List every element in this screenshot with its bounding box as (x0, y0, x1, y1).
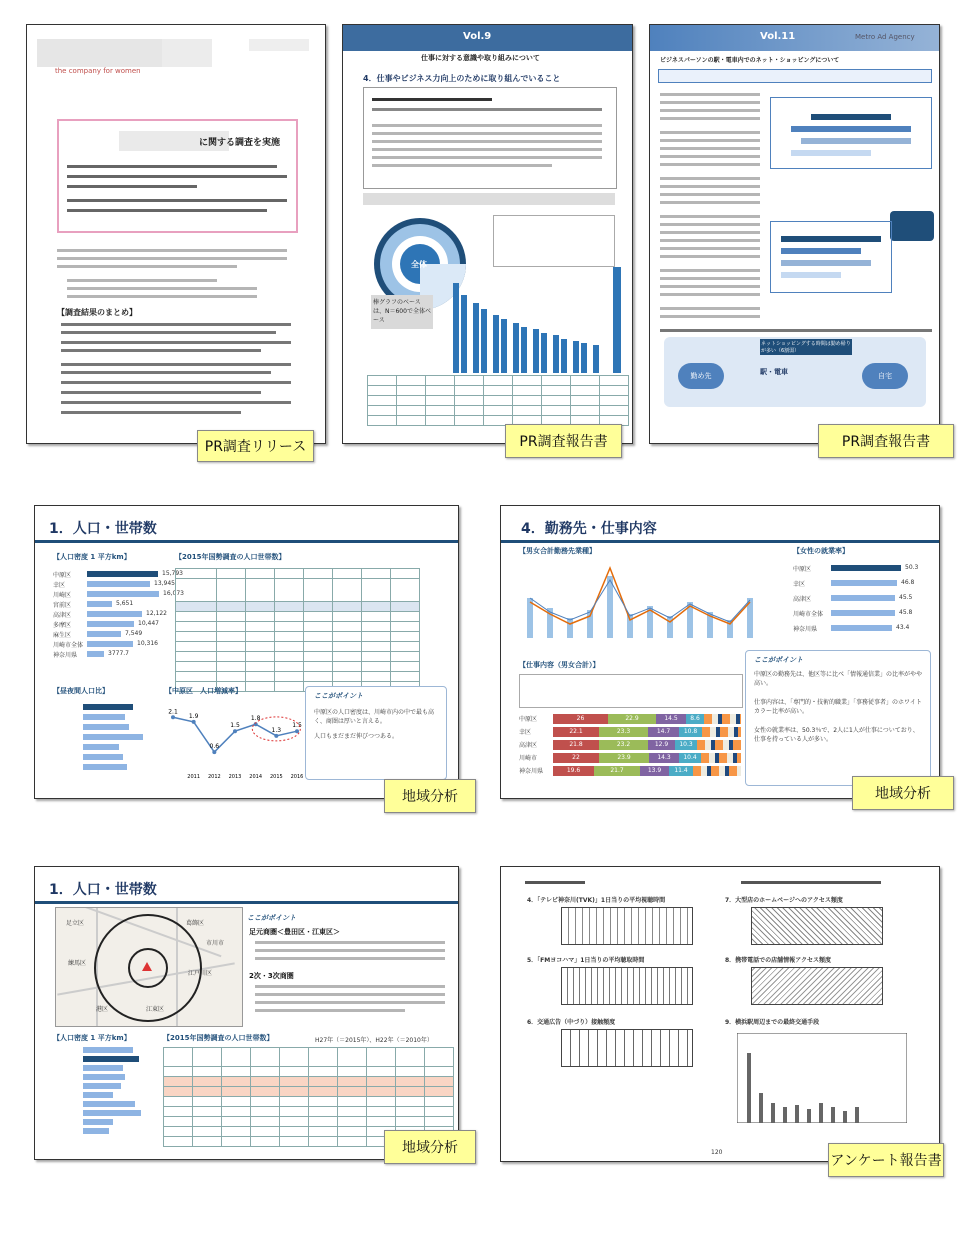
thumb-survey-report[interactable] (500, 866, 940, 1162)
label-pr-release: PR調査リリース (197, 430, 314, 462)
q8-title: 8．携帯電話での店舗情報アクセス頻度 (725, 957, 831, 964)
density-value: 13,945 (154, 580, 175, 587)
female-bar (831, 565, 901, 571)
header-vol: Vol.11 (760, 31, 796, 42)
density-bar-chart (53, 570, 183, 666)
change-point (192, 720, 196, 724)
job-segment-rest (693, 766, 741, 776)
job-segment: 23.2 (599, 740, 648, 750)
flow-to: 自宅 (862, 363, 908, 389)
job-segment: 11.4 (669, 766, 693, 776)
map-label-5: 港区 (96, 1006, 109, 1013)
job-segment: 21.7 (594, 766, 640, 776)
job-segment-rest (701, 753, 741, 763)
female-row-label: 神奈川県 (793, 626, 818, 633)
change-year: 2014 (249, 774, 263, 780)
data-table (367, 375, 629, 426)
label-area-analysis-3: 地域分析 (384, 1130, 476, 1164)
note-box: 棒グラフのベースは、N＝600で全体ベース (371, 295, 433, 329)
point-line-2: 仕事内容は、「専門的・技術的職業」「事務従事者」のホワイトカラー比率が高い。 (754, 699, 922, 715)
density-bar (87, 581, 150, 587)
job-row-label: 幸区 (519, 729, 532, 736)
point-title: ここがポイント (754, 656, 803, 664)
density-row-label: 宮前区 (53, 602, 72, 609)
density-value: 3777.7 (108, 650, 129, 657)
chart3-title: 【仕事内容（男女合計）】 (519, 661, 600, 669)
female-bar (831, 610, 895, 616)
change-value: 2.1 (168, 708, 178, 716)
change-year: 2015 (269, 774, 283, 780)
change-year: 2012 (207, 774, 221, 780)
density-value: 5,651 (116, 600, 134, 607)
job-segment-rest (704, 714, 741, 724)
change-title: 【中原区 人口増減率】 (165, 687, 242, 695)
job-segment: 12.9 (648, 740, 675, 750)
census-title: 【2015年国勢調査の人口世帯数】 (175, 553, 286, 561)
change-year: 2016 (290, 774, 303, 780)
density-bar (87, 571, 158, 577)
density-value: 10,316 (137, 640, 158, 647)
flow-from: 勤め先 (678, 363, 724, 389)
density-row-label: 多摩区 (53, 622, 72, 629)
map-label-1: 足立区 (66, 920, 85, 927)
change-point (171, 715, 175, 719)
point-title: ここがポイント (247, 914, 296, 922)
area-map (55, 907, 243, 1027)
job-row-label: 川崎市 (519, 755, 538, 762)
change-value: 0.6 (209, 743, 220, 751)
change-point (212, 750, 216, 754)
density-row-label: 川崎区 (53, 592, 72, 599)
label-pr-report-1: PR調査報告書 (505, 424, 622, 458)
female-row-label: 高津区 (793, 596, 812, 603)
point-title: ここがポイント (314, 692, 363, 700)
q4-title: 4．「テレビ神奈川(TVK)」1日当りの平均視聴時間 (527, 897, 666, 904)
density-row-label: 麻生区 (53, 632, 72, 639)
thumb-pr-report-2[interactable] (649, 24, 940, 444)
point-1: 足元商圏＜豊田区・江東区＞ (249, 928, 340, 936)
bar-chart (447, 263, 629, 373)
density-title: 【人口密度 1 平方km】 (53, 553, 131, 561)
point-line-1: 中原区の勤務先は、他区等に比べ「情報通信業」の比率がやや高い。 (754, 671, 923, 687)
flow-callout: ネットショッピングする時間は勤め帰りが多い（6割弱） (761, 341, 851, 354)
page-title: 1．人口・世帯数 (49, 882, 157, 898)
brand-text: the company for women (55, 67, 141, 75)
density-value: 10,447 (138, 620, 159, 627)
q5-title: 5．「FMヨコハマ」1日当りの平均聴取時間 (527, 957, 645, 964)
flow-diagram (664, 337, 926, 407)
job-segment: 21.8 (553, 740, 599, 750)
subtitle: ビジネスパーソンの駅・電車内でのネット・ショッピングについて (660, 57, 840, 64)
census-table (175, 568, 420, 692)
change-point (274, 734, 278, 738)
female-value: 50.3 (905, 564, 919, 571)
female-value: 46.8 (901, 579, 915, 586)
job-segment: 14.3 (649, 753, 679, 763)
chart2-title: 【女性の就業率】 (793, 547, 849, 555)
job-segment: 10.4 (679, 753, 701, 763)
density-bar (87, 641, 133, 647)
change-year: 2011 (187, 774, 201, 780)
redacted-logo-block (37, 39, 162, 67)
headline-text: に関する調査を実施 (199, 138, 281, 148)
label-survey-report: アンケート報告書 (828, 1143, 944, 1177)
summary-title: 【調査結果のまとめ】 (57, 308, 137, 317)
daytime-title: 【昼夜間人口比】 (53, 687, 109, 695)
job-segment: 26 (553, 714, 608, 724)
density-row-label: 神奈川県 (53, 652, 78, 659)
point-line-3: 女性の就業率は、50.3％で、2人に1人が仕事についており、仕事を持っている人が多い。 (754, 727, 919, 743)
redacted-logo-block-2 (162, 39, 212, 67)
headline-box (57, 119, 298, 233)
industry-chart (517, 558, 783, 654)
donut-center-label: 全体 (411, 260, 427, 269)
density-bar (87, 611, 142, 617)
redacted-header-right (249, 39, 309, 51)
change-line-chart (163, 700, 303, 780)
point-box (305, 686, 447, 780)
female-employment-chart (793, 564, 923, 644)
density-title: 【人口密度 1 平方km】 (53, 1034, 131, 1042)
page-number: 120 (711, 1149, 723, 1156)
density-row-label: 川崎市全体 (53, 642, 84, 649)
section-title: 4．仕事やビジネス力向上のために取り組んでいること (363, 74, 561, 83)
job-segment: 23.9 (599, 753, 649, 763)
change-year: 2013 (228, 774, 242, 780)
job-segment-rest (697, 740, 741, 750)
density-bar-chart (53, 1047, 153, 1147)
thumb-area-analysis-1[interactable] (34, 505, 459, 799)
job-row-label: 高津区 (519, 742, 538, 749)
q7-title: 7．大型店のホームページへのアクセス頻度 (725, 897, 843, 904)
page-title: 1．人口・世帯数 (49, 521, 157, 537)
density-bar (87, 631, 121, 637)
change-value: 1.9 (188, 712, 199, 720)
census-note: H27年（＝2015年）、H22年（＝2010年） (315, 1037, 433, 1044)
density-value: 12,122 (146, 610, 167, 617)
job-segment-rest (702, 727, 741, 737)
density-bar (87, 621, 134, 627)
chart1-title: 【男女合計勤務先業種】 (519, 547, 596, 555)
q6-title: 6．交通広告（中づり）接触頻度 (527, 1019, 616, 1026)
density-value: 7,549 (125, 630, 143, 637)
job-segment: 22.9 (608, 714, 656, 724)
female-row-label: 幸区 (793, 581, 806, 588)
change-value: 1.8 (250, 715, 261, 723)
change-point (295, 729, 299, 733)
female-bar (831, 580, 897, 586)
map-label-3: 江戸川区 (188, 970, 213, 977)
job-row-label: 中原区 (519, 716, 538, 723)
female-value: 45.5 (899, 594, 913, 601)
label-area-analysis-2: 地域分析 (852, 776, 954, 810)
job-segment: 10.3 (675, 740, 697, 750)
density-row-label: 中原区 (53, 572, 72, 579)
job-segment: 22.1 (553, 727, 599, 737)
subtitle: 仕事に対する意識や取り組みについて (421, 54, 540, 62)
daytime-bar-chart (53, 702, 153, 772)
label-pr-report-2: PR調査報告書 (818, 424, 954, 458)
job-segment: 14.7 (648, 727, 679, 737)
female-value: 43.4 (896, 624, 910, 631)
density-bar (87, 651, 104, 657)
density-row-label: 幸区 (53, 582, 66, 589)
job-segment: 10.8 (679, 727, 702, 737)
thumb-area-analysis-2[interactable] (500, 505, 940, 799)
thumb-area-analysis-3[interactable] (34, 866, 459, 1160)
female-bar (831, 625, 892, 631)
label-area-analysis-1: 地域分析 (384, 779, 476, 813)
change-value: 1.3 (271, 726, 282, 734)
point-line-2: 人口もまだまだ伸びつつある。 (314, 733, 399, 740)
change-value: 1.5 (292, 722, 302, 730)
female-row-label: 川崎市全体 (793, 611, 824, 618)
point-line-1: 中原区の人口密度は、川崎市内の中で最も高く、商圏は厚いと言える。 (314, 709, 435, 725)
job-segment: 23.3 (599, 727, 648, 737)
density-bar (87, 601, 112, 607)
job-segment: 19.6 (553, 766, 594, 776)
female-bar (831, 595, 895, 601)
point-box (745, 650, 931, 786)
density-value: 16,073 (163, 590, 184, 597)
census-title: 【2015年国勢調査の人口世帯数】 (163, 1034, 274, 1042)
map-label-4: 江東区 (146, 1006, 165, 1013)
job-segment: 14.5 (656, 714, 686, 724)
header-vol: Vol.9 (463, 31, 492, 42)
density-bar (87, 591, 159, 597)
q9-title: 9．横浜駅周辺までの最終交通手段 (725, 1019, 820, 1026)
change-value: 1.5 (230, 722, 240, 730)
job-segment: 22 (553, 753, 599, 763)
job-row-label: 神奈川県 (519, 768, 544, 775)
logo-text: Metro Ad Agency (855, 33, 915, 41)
q9-chart (737, 1033, 907, 1123)
point-2: 2次・3次商圏 (249, 972, 294, 980)
change-point (233, 729, 237, 733)
density-row-label: 高津区 (53, 612, 72, 619)
density-value: 15,793 (162, 570, 183, 577)
job-stacked-chart (519, 714, 741, 784)
thumb-pr-report-1[interactable] (342, 24, 633, 444)
female-row-label: 中原区 (793, 566, 812, 573)
page-title: 4．勤務先・仕事内容 (521, 521, 657, 537)
job-segment: 8.6 (686, 714, 704, 724)
flow-mid: 駅・電車 (760, 368, 788, 376)
thumb-pr-release[interactable] (26, 24, 326, 444)
map-label-2: 葛飾区 (186, 920, 205, 927)
job-segment: 13.9 (640, 766, 669, 776)
female-value: 45.8 (899, 609, 913, 616)
map-label-7: 市川市 (206, 940, 225, 947)
map-label-6: 練馬区 (68, 960, 87, 967)
